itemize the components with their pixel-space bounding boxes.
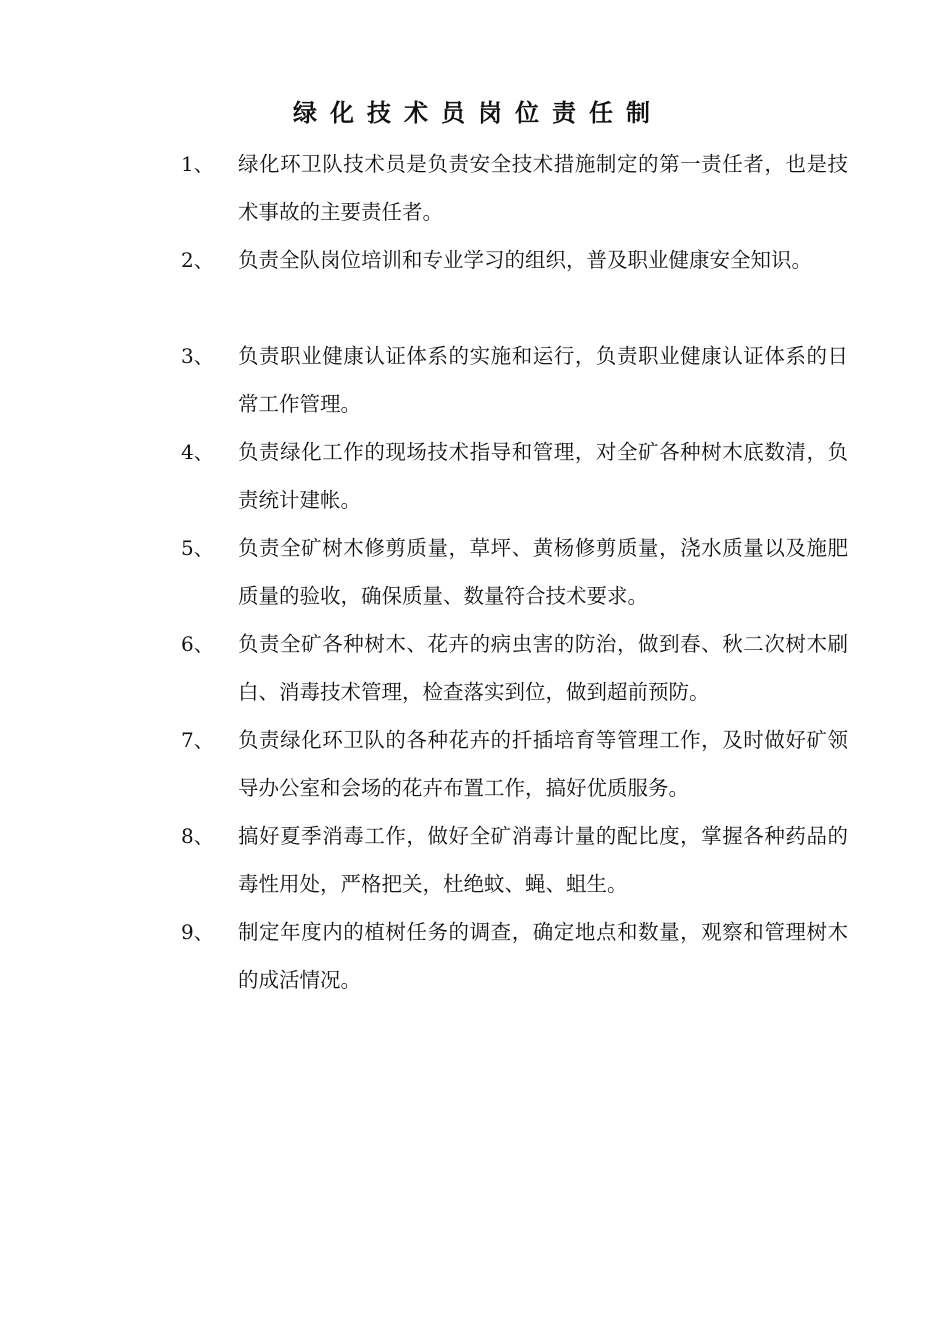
list-item	[0, 524, 950, 620]
item-number: 3、	[181, 344, 214, 368]
item-text: 负责绿化工作的现场技术指导和管理，对全矿各种树木底数清，负责统计建帐。	[238, 440, 848, 512]
list-item	[0, 908, 950, 1004]
item-text: 负责全队岗位培训和专业学习的组织，普及职业健康安全知识。	[238, 248, 812, 272]
responsibility-list	[0, 140, 950, 1004]
item-text: 负责绿化环卫队的各种花卉的扦插培育等管理工作，及时做好矿领导办公室和会场的花卉布置工作，搞好优质服务。	[238, 728, 848, 800]
document-title: 绿化技术员岗位责任制	[293, 99, 663, 127]
item-text: 负责职业健康认证体系的实施和运行，负责职业健康认证体系的日常工作管理。	[238, 344, 848, 416]
list-item	[0, 620, 950, 716]
list-item	[0, 716, 950, 812]
item-text: 搞好夏季消毒工作，做好全矿消毒计量的配比度，掌握各种药品的毒性用处，严格把关，杜绝蚊、蝇、蛆生。	[238, 824, 848, 896]
item-number: 8、	[181, 824, 214, 848]
item-number: 9、	[181, 920, 214, 944]
item-text: 负责全矿各种树木、花卉的病虫害的防治，做到春、秋二次树木刷白、消毒技术管理，检查落实到位，做到超前预防。	[238, 632, 848, 704]
list-item	[0, 428, 950, 524]
list-item	[0, 812, 950, 908]
list-item	[0, 236, 950, 332]
item-number: 1、	[181, 152, 214, 176]
item-number: 5、	[181, 536, 214, 560]
item-number: 6、	[181, 632, 214, 656]
list-item	[0, 332, 950, 428]
item-number: 2、	[181, 248, 214, 272]
item-text: 负责全矿树木修剪质量，草坪、黄杨修剪质量，浇水质量以及施肥质量的验收，确保质量、数量符合技术要求。	[238, 536, 848, 608]
item-text: 绿化环卫队技术员是负责安全技术措施制定的第一责任者，也是技术事故的主要责任者。	[238, 152, 848, 224]
item-text: 制定年度内的植树任务的调查，确定地点和数量，观察和管理树木的成活情况。	[238, 920, 848, 992]
item-number: 7、	[181, 728, 214, 752]
item-number: 4、	[181, 440, 214, 464]
list-item	[0, 140, 950, 236]
